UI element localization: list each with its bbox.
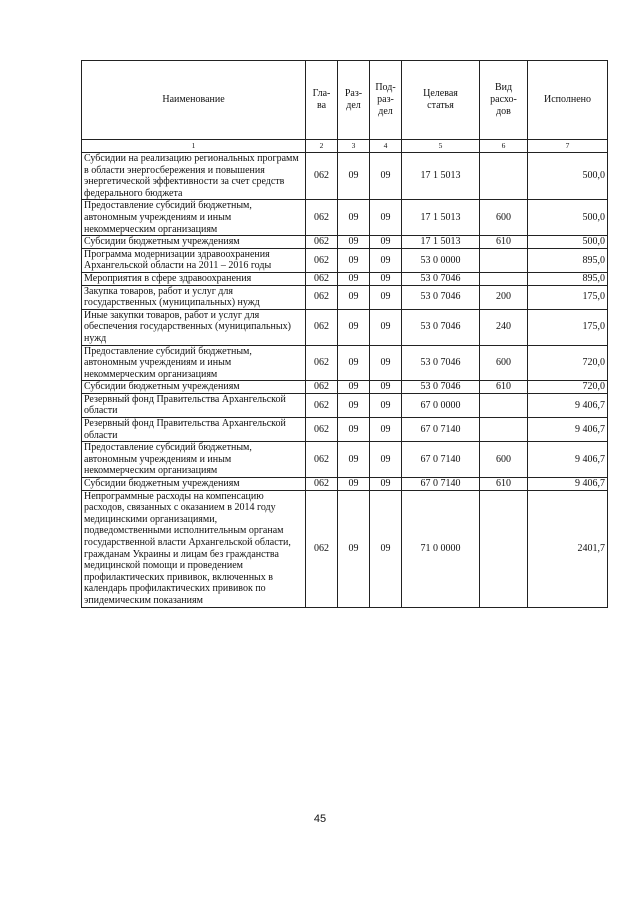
table-row [82,285,608,309]
row-name-cell: Субсидии бюджетным учреждениям [82,381,306,394]
row-podrazdel-cell: 09 [370,309,402,345]
row-glava-cell: 062 [306,153,338,200]
row-vid-cell: 240 [480,309,528,345]
row-ispolneno-cell: 9 406,7 [528,418,608,442]
table-row [82,248,608,272]
header-celevaya-statya: Целевая статья [402,61,480,140]
row-name-cell: Мероприятия в сфере здравоохранения [82,272,306,285]
row-podrazdel-cell: 09 [370,478,402,491]
row-name-cell: Иные закупки товаров, работ и услуг для обеспечения государственных (муниципальных) нужд [82,309,306,345]
row-celevaya-cell: 17 1 5013 [402,153,480,200]
row-glava-cell: 062 [306,272,338,285]
row-vid-cell: 610 [480,381,528,394]
column-number: 1 [82,140,306,153]
table-row [82,490,608,607]
row-name-cell: Субсидии бюджетным учреждениям [82,478,306,491]
row-glava-cell: 062 [306,236,338,249]
row-celevaya-cell: 53 0 7046 [402,285,480,309]
row-name-cell: Предоставление субсидий бюджетным, автономным учреждениям и иным некоммерческим организациям [82,442,306,478]
row-ispolneno-cell: 175,0 [528,285,608,309]
column-number: 5 [402,140,480,153]
row-celevaya-cell: 53 0 7046 [402,309,480,345]
row-celevaya-cell: 71 0 0000 [402,490,480,607]
row-podrazdel-cell: 09 [370,345,402,381]
row-ispolneno-cell: 720,0 [528,345,608,381]
row-podrazdel-cell: 09 [370,236,402,249]
row-ispolneno-cell: 9 406,7 [528,393,608,417]
row-celevaya-cell: 53 0 0000 [402,248,480,272]
table-row [82,478,608,491]
row-vid-cell [480,393,528,417]
row-glava-cell: 062 [306,442,338,478]
row-razdel-cell: 09 [338,309,370,345]
row-vid-cell [480,153,528,200]
page-number: 45 [313,813,327,825]
column-number: 4 [370,140,402,153]
row-vid-cell: 610 [480,478,528,491]
row-name-cell: Программа модернизации здравоохранения Архангельской области на 2011 – 2016 годы [82,248,306,272]
row-ispolneno-cell: 175,0 [528,309,608,345]
row-razdel-cell: 09 [338,418,370,442]
row-ispolneno-cell: 895,0 [528,272,608,285]
row-name-cell: Резервный фонд Правительства Архангельской области [82,418,306,442]
row-celevaya-cell: 53 0 7046 [402,381,480,394]
row-celevaya-cell: 53 0 7046 [402,272,480,285]
row-vid-cell: 600 [480,200,528,236]
row-glava-cell: 062 [306,478,338,491]
row-glava-cell: 062 [306,393,338,417]
row-podrazdel-cell: 09 [370,442,402,478]
row-glava-cell: 062 [306,345,338,381]
header-row [82,61,608,140]
column-number-row [82,140,608,153]
row-podrazdel-cell: 09 [370,381,402,394]
column-number: 2 [306,140,338,153]
column-number: 7 [528,140,608,153]
row-glava-cell: 062 [306,200,338,236]
row-ispolneno-cell: 895,0 [528,248,608,272]
row-ispolneno-cell: 9 406,7 [528,478,608,491]
row-razdel-cell: 09 [338,272,370,285]
header-vid-raskhodov: Вид расхо- дов [480,61,528,140]
header-name: Наименование [82,61,306,140]
row-podrazdel-cell: 09 [370,248,402,272]
table-row [82,153,608,200]
row-ispolneno-cell: 2401,7 [528,490,608,607]
column-number: 6 [480,140,528,153]
row-ispolneno-cell: 500,0 [528,153,608,200]
row-glava-cell: 062 [306,490,338,607]
table-row [82,200,608,236]
row-ispolneno-cell: 500,0 [528,236,608,249]
row-celevaya-cell: 67 0 7140 [402,478,480,491]
row-name-cell: Субсидии бюджетным учреждениям [82,236,306,249]
row-podrazdel-cell: 09 [370,153,402,200]
row-celevaya-cell: 67 0 7140 [402,442,480,478]
row-name-cell: Предоставление субсидий бюджетным, автономным учреждениям и иным некоммерческим организациям [82,200,306,236]
table-row [82,381,608,394]
row-name-cell: Предоставление субсидий бюджетным, автономным учреждениям и иным некоммерческим организациям [82,345,306,381]
budget-table [81,60,608,608]
row-ispolneno-cell: 500,0 [528,200,608,236]
row-glava-cell: 062 [306,285,338,309]
row-razdel-cell: 09 [338,248,370,272]
row-glava-cell: 062 [306,309,338,345]
row-celevaya-cell: 17 1 5013 [402,200,480,236]
row-razdel-cell: 09 [338,153,370,200]
table-row [82,418,608,442]
row-name-cell: Субсидии на реализацию региональных программ в области энергосбережения и повышения энергетической эффективности за счет средств федерального бюджета [82,153,306,200]
table-row [82,442,608,478]
row-vid-cell [480,490,528,607]
row-razdel-cell: 09 [338,200,370,236]
row-razdel-cell: 09 [338,393,370,417]
table-row [82,345,608,381]
row-vid-cell: 600 [480,345,528,381]
row-glava-cell: 062 [306,248,338,272]
row-razdel-cell: 09 [338,442,370,478]
row-ispolneno-cell: 720,0 [528,381,608,394]
row-vid-cell: 610 [480,236,528,249]
table-row [82,393,608,417]
row-vid-cell: 600 [480,442,528,478]
row-name-cell: Резервный фонд Правительства Архангельской области [82,393,306,417]
row-podrazdel-cell: 09 [370,285,402,309]
row-celevaya-cell: 17 1 5013 [402,236,480,249]
row-podrazdel-cell: 09 [370,418,402,442]
table-row [82,236,608,249]
table-row [82,272,608,285]
table-row [82,309,608,345]
row-glava-cell: 062 [306,381,338,394]
row-podrazdel-cell: 09 [370,200,402,236]
row-celevaya-cell: 67 0 0000 [402,393,480,417]
row-razdel-cell: 09 [338,490,370,607]
row-vid-cell: 200 [480,285,528,309]
row-vid-cell [480,248,528,272]
table-body [82,153,608,608]
row-razdel-cell: 09 [338,381,370,394]
header-ispolneno: Исполнено [528,61,608,140]
row-name-cell: Непрограммные расходы на компенсацию расходов, связанных с оказанием в 2014 году медицинскими организациями, подведомственными исполнительным органам государственной власти Архангельской области, гражданам Украины и лицам без гражданства медицинской помощи и проведением профилактических прививок, включенных в календарь профилактических прививок по эпидемическим показаниям [82,490,306,607]
row-razdel-cell: 09 [338,345,370,381]
row-name-cell: Закупка товаров, работ и услуг для государственных (муниципальных) нужд [82,285,306,309]
row-razdel-cell: 09 [338,285,370,309]
row-podrazdel-cell: 09 [370,272,402,285]
header-glava: Гла- ва [306,61,338,140]
row-vid-cell [480,418,528,442]
row-podrazdel-cell: 09 [370,490,402,607]
header-podrazdel: Под- раз- дел [370,61,402,140]
column-number: 3 [338,140,370,153]
row-ispolneno-cell: 9 406,7 [528,442,608,478]
row-vid-cell [480,272,528,285]
row-razdel-cell: 09 [338,236,370,249]
row-celevaya-cell: 67 0 7140 [402,418,480,442]
row-celevaya-cell: 53 0 7046 [402,345,480,381]
row-glava-cell: 062 [306,418,338,442]
row-podrazdel-cell: 09 [370,393,402,417]
header-razdel: Раз- дел [338,61,370,140]
row-razdel-cell: 09 [338,478,370,491]
